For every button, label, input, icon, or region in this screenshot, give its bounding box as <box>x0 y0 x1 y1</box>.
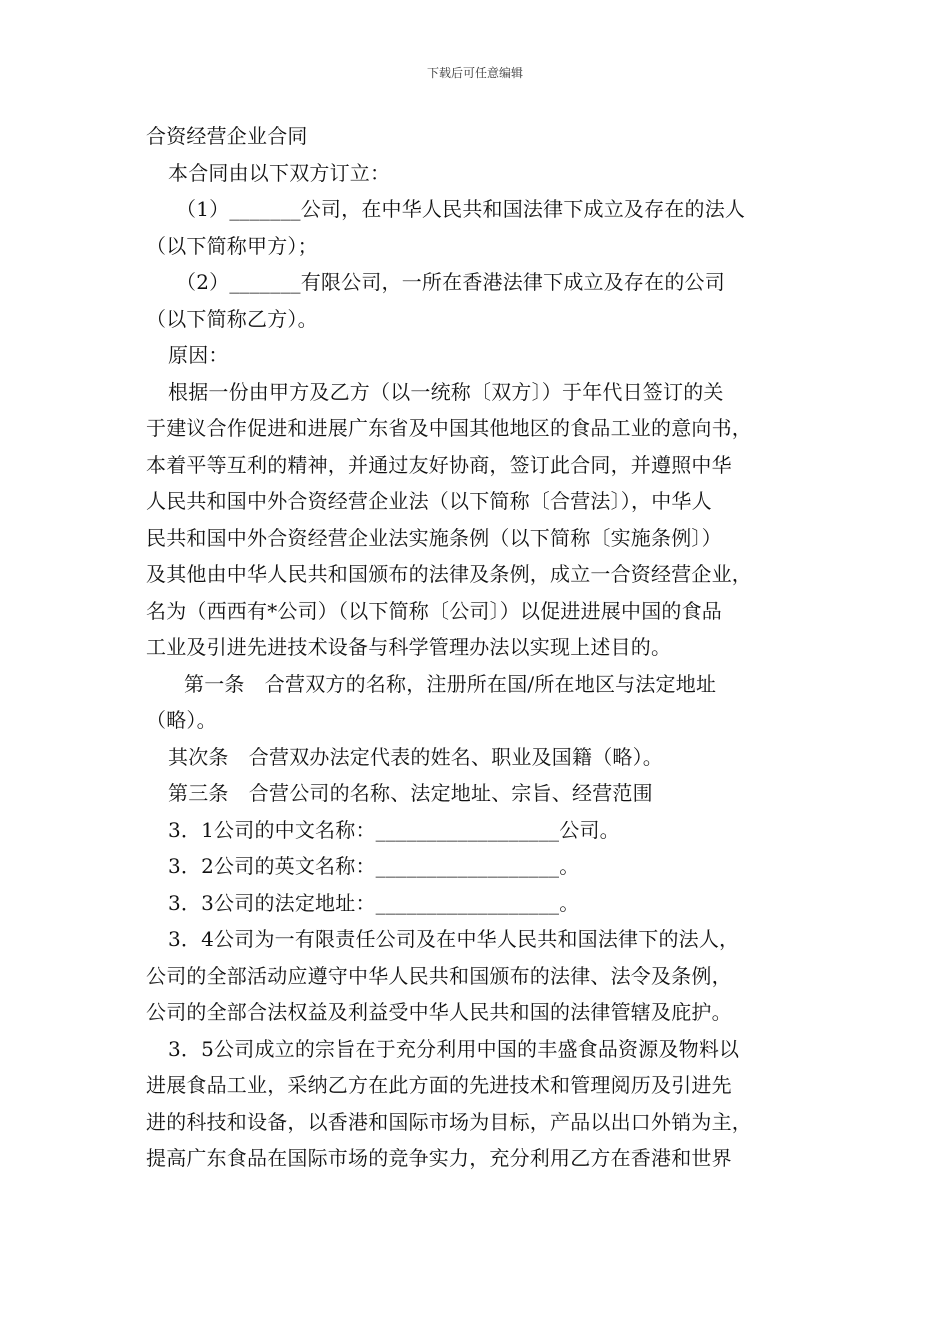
paragraph-line: 提高广东食品在国际市场的竞争实力，充分利用乙方在香港和世界 <box>146 1146 732 1170</box>
document-title: 合资经营企业合同 <box>146 124 308 148</box>
clause-line: 3．1公司的中文名称：__________________公司。 <box>168 817 620 842</box>
article-heading: 第三条 合营公司的名称、法定地址、宗旨、经营范围 <box>168 781 653 805</box>
paragraph-line: （2）_______有限公司，一所在香港法律下成立及存在的公司 <box>176 270 725 294</box>
paragraph-line: （1）_______公司，在中华人民共和国法律下成立及存在的法人 <box>176 197 746 221</box>
clause-line: 3．2公司的英文名称：__________________。 <box>168 854 580 878</box>
paragraph-line: 公司的全部合法权益及利益受中华人民共和国的法律管辖及庇护。 <box>146 1000 732 1024</box>
paragraph-line: 及其他由中华人民共和国颁布的法律及条例，成立一合资经营企业， <box>146 562 752 586</box>
paragraph-line: 本着平等互利的精神，并通过友好协商，签订此合同，并遵照中华 <box>146 452 732 477</box>
paragraph-line: 工业及引进先进技术设备与科学管理办法以实现上述目的。 <box>146 635 672 659</box>
paragraph-line: （以下简称乙方）。 <box>146 306 318 331</box>
paragraph-line: 本合同由以下双方订立： <box>168 160 391 185</box>
paragraph-line: 名为（西西有*公司）（以下简称〔公司〕）以促进进展中国的食品 <box>146 598 722 623</box>
paragraph-line: 公司的全部活动应遵守中华人民共和国颁布的法律、法令及条例， <box>146 963 732 988</box>
paragraph-line: 进展食品工业，采纳乙方在此方面的先进技术和管理阅历及引进先 <box>146 1073 732 1097</box>
article-heading: 其次条 合营双办法定代表的姓名、职业及国籍（略）。 <box>168 744 663 769</box>
paragraph-line: 于建议合作促进和进展广东省及中国其他地区的食品工业的意向书， <box>146 416 752 440</box>
paragraph-line: （略）。 <box>146 708 217 732</box>
paragraph-line: 人民共和国中外合资经营企业法（以下简称〔合营法〕），中华人 <box>146 489 712 513</box>
paragraph-line: 原因： <box>168 343 229 367</box>
paragraph-line: （以下简称甲方）； <box>146 233 318 258</box>
contract-body <box>146 118 816 1177</box>
article-heading: 第一条 合营双方的名称，注册所在国/所在地区与法定地址 <box>184 671 717 696</box>
page-header-note: 下载后可任意编辑 <box>426 66 523 80</box>
paragraph-line: 进的科技和设备，以香港和国际市场为目标，产品以出口外销为主， <box>146 1109 752 1134</box>
paragraph-line: 根据一份由甲方及乙方（以一统称〔双方〕）于年代日签订的关 <box>168 379 724 404</box>
paragraph-line: 民共和国中外合资经营企业法实施条例（以下简称〔实施条例〕） <box>146 525 722 550</box>
clause-line: 3．3公司的法定地址：__________________。 <box>168 890 580 915</box>
clause-line: 3．5公司成立的宗旨在于充分利用中国的丰盛食品资源及物料以 <box>168 1036 740 1061</box>
clause-line: 3．4公司为一有限责任公司及在中华人民共和国法律下的法人， <box>168 927 740 951</box>
